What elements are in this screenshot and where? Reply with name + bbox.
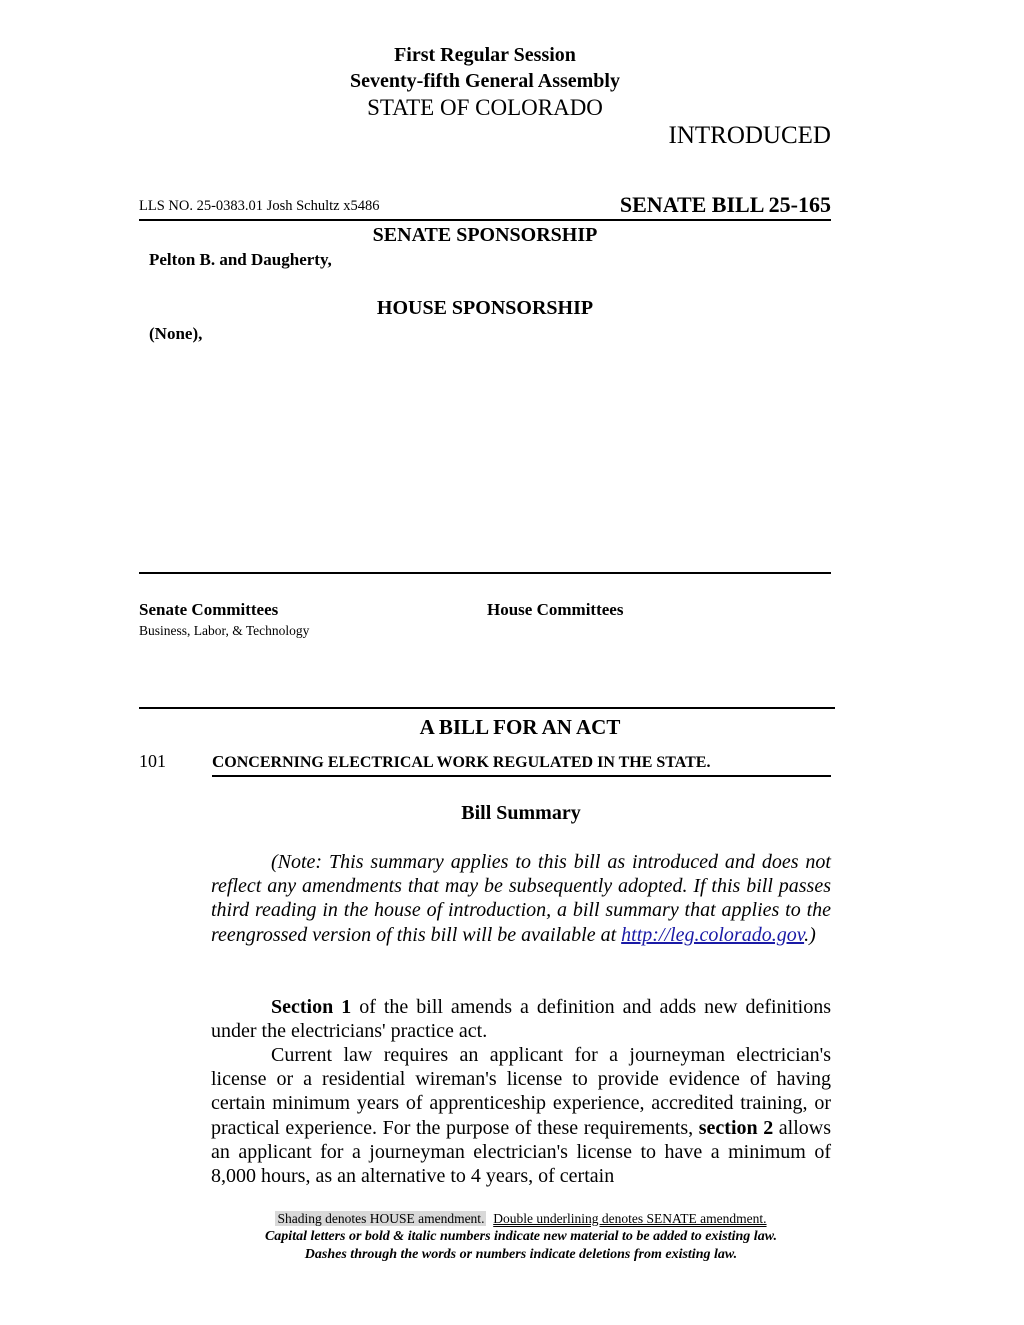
divider	[139, 572, 831, 574]
senate-committees-heading: Senate Committees	[139, 600, 279, 619]
lls-number: LLS NO. 25-0383.01 Josh Schultz x5486	[139, 198, 380, 214]
senate-sponsorship-heading: SENATE SPONSORSHIP	[372, 224, 598, 246]
dashes-legend: Dashes through the words or numbers indicate deletions from existing law.	[304, 1247, 738, 1262]
divider	[139, 707, 835, 709]
section-ref: section 2	[698, 1116, 774, 1139]
paragraph-text: allows an applicant for a journeyman electrician's license to have a minimum of 8,000 hours, as an alternative to 4 years, of certain	[211, 1116, 831, 1188]
bill-number: SENATE BILL 25-165	[619, 192, 831, 217]
act-heading: A BILL FOR AN ACT	[419, 715, 621, 739]
house-sponsorship-heading: HOUSE SPONSORSHIP	[376, 297, 594, 319]
house-committees-heading: House Committees	[487, 600, 624, 619]
bill-title	[212, 752, 710, 772]
session-label: First Regular Session	[394, 44, 576, 66]
paragraph-text: Current law requires an applicant for a journeyman electrician's license or a residential wireman's license to provide evidence of having certain minimum years of apprenticeship experience, accredited training, or practical experience. For the purpose of these requirements,	[211, 1044, 831, 1139]
bill-status: INTRODUCED	[668, 122, 831, 149]
line-number: 101	[139, 751, 166, 771]
capital-letters-legend: Capital letters or bold & italic numbers indicate new material to be added to existing law.	[264, 1229, 778, 1244]
senate-amendment-legend: Double underlining denotes SENATE amendment.	[493, 1211, 767, 1226]
leg-website-link[interactable]: http://leg.colorado.gov	[621, 923, 805, 946]
senate-committees-list: Business, Labor, & Technology	[139, 623, 310, 638]
section-ref: Section 1	[271, 996, 352, 1018]
house-amendment-legend: Shading denotes HOUSE amendment.	[277, 1211, 485, 1226]
state-label: STATE OF COLORADO	[367, 95, 603, 120]
note-end: .)	[804, 923, 816, 946]
senate-sponsors: Pelton B. and Daugherty,	[149, 250, 332, 269]
house-sponsors: (None),	[149, 324, 203, 343]
summary-paragraph	[211, 995, 831, 1043]
note-text: (Note: This summary applies to this bill as introduced and does not reflect any amendments that may be subsequently adopted. If this bill passes third reading in the house of introduction, a bill summary that applies to the reengrossed version of this bill will be available at	[211, 851, 831, 946]
title-underline	[212, 775, 831, 777]
footer-legend	[0, 1211, 1024, 1227]
summary-note	[211, 850, 831, 947]
paragraph-text: of the bill amends a definition and adds new definitions under the electricians' practice act.	[211, 996, 832, 1043]
summary-paragraph	[211, 1043, 831, 1188]
assembly-label: Seventy-fifth General Assembly	[350, 70, 620, 92]
bill-title-initial: C	[212, 752, 225, 771]
bill-title-rest: ONCERNING ELECTRICAL WORK REGULATED IN THE STATE.	[224, 754, 711, 771]
summary-heading: Bill Summary	[461, 802, 581, 824]
divider	[139, 219, 831, 221]
